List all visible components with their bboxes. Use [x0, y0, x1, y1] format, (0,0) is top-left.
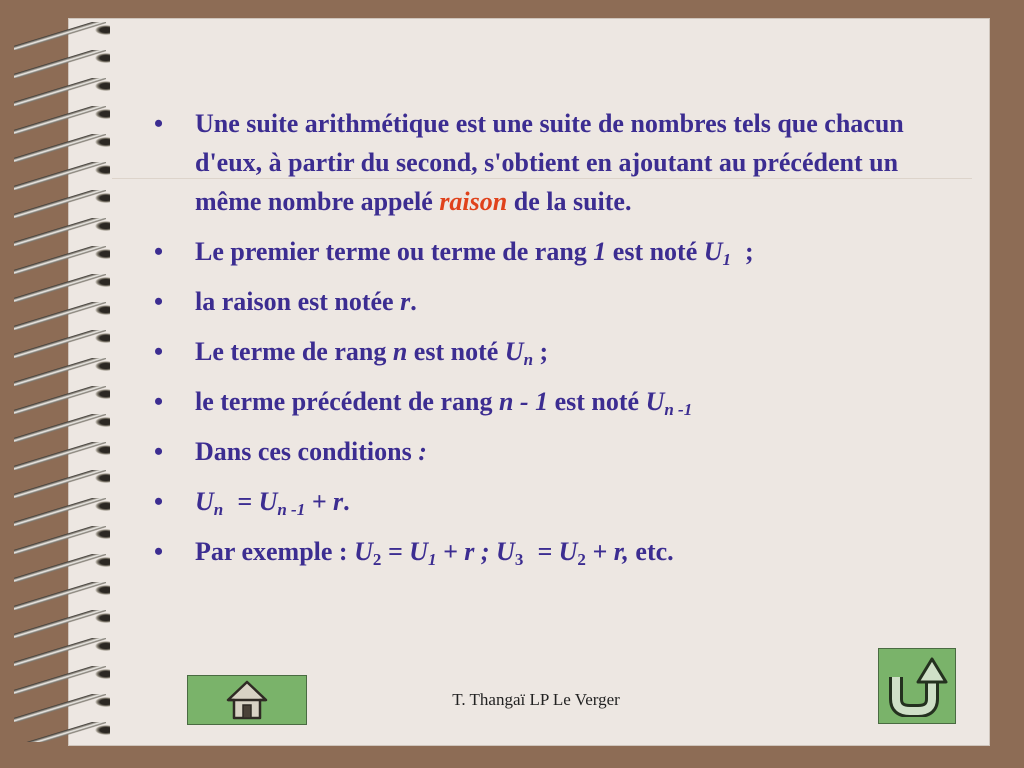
bullet-item-definition: • Une suite arithmétique est une suite de nombres tels que chacun d'eux, à partir du second, s'obtient en ajoutant au précédent un même nombre appelé raison de la suite.	[150, 104, 950, 221]
house-icon	[225, 679, 269, 721]
bullet-list	[150, 104, 950, 582]
bullet-item-nth-term: • Le terme de rang n est noté $U_n$ ;	[150, 332, 950, 371]
spiral-binding	[14, 22, 110, 742]
home-button[interactable]	[187, 675, 307, 725]
bullet-item-conditions: • Dans ces conditions :	[150, 432, 950, 471]
bullet-item-reason: • la raison est notée r.	[150, 282, 950, 321]
bullet-item-first-term: • Le premier terme ou terme de rang 1 est noté $U_1$ ;	[150, 232, 950, 271]
raison-term: raison	[439, 187, 508, 216]
back-button[interactable]	[878, 648, 956, 724]
u-turn-arrow-icon	[886, 655, 948, 717]
bullet-item-example: • Par exemple : $U_2 = U_1 + r$ ; $U_3 = U_2 + r$, etc.	[150, 532, 950, 571]
footer-credit: T. Thangaï LP Le Verger	[452, 690, 620, 709]
bullet-item-previous-term: • le terme précédent de rang n - 1 est noté $U_{n -1}$	[150, 382, 950, 421]
bullet-item-formula: • $U_n = U_{n -1} + r$.	[150, 482, 950, 521]
